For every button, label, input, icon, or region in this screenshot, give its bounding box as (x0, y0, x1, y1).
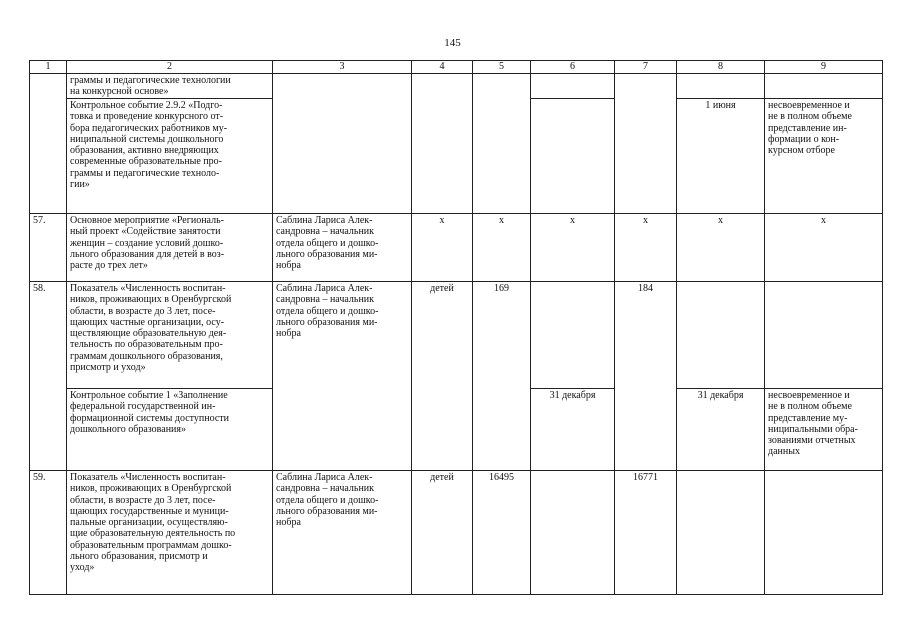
target-value: 16771 (615, 471, 677, 595)
deadline-value: 31 декабря (677, 388, 764, 402)
unit-value: детей (412, 471, 473, 595)
deadline-value: 1 июня (677, 98, 764, 112)
row-title: Контрольное событие 1 «Заполнение федеральной государственной ин- формационной системы доступности дошкольного образования» (67, 388, 272, 436)
column-header: 1 (30, 61, 67, 74)
base-value: 16495 (473, 471, 531, 595)
row-number: 57. (30, 214, 67, 282)
responsible-person: Саблина Лариса Алек- сандровна – начальник отдела общего и дошко- льного образования ми- нобра (273, 471, 412, 595)
column-header: 2 (67, 61, 273, 74)
column-header: 3 (273, 61, 412, 74)
table-row (30, 74, 883, 214)
column-header: 6 (531, 61, 615, 74)
table-row (30, 471, 883, 595)
base-value: 169 (473, 282, 531, 471)
page-number: 145 (444, 37, 461, 49)
base-value: х (473, 214, 531, 282)
risk-value: несвоевременное и не в полном объеме представление ин- формации о кон- курсном отборе (765, 98, 882, 157)
date-value: 31 декабря (531, 388, 614, 402)
row-title: Показатель «Численность воспитан- ников, проживающих в Оренбургской области, в возрасте до 3 лет, посе- щающих государственные и муници- пальные организации, осуществляю- щие образовательную деятельность по образовательным программам дошко- льного образования, присмотр и уход» (67, 471, 273, 595)
unit-value: детей (412, 282, 473, 471)
row-title: граммы и педагогические технологии на конкурсной основе» (70, 75, 231, 98)
row-title: Контрольное событие 2.9.2 «Подго- товка и проведение конкурсного от- бора педагогических работников му- ниципальной системы дошкольного образования, активно внедряющих современные образовательные про- граммы и педагогические техноло- гии» (67, 98, 272, 191)
deadline-value: х (677, 214, 765, 282)
column-header: 7 (615, 61, 677, 74)
header-row (30, 61, 883, 74)
risk-value: несвоевременное и не в полном объеме представление му- ниципальными обра- зованиями отчетных данных (765, 388, 882, 459)
indicators-table (29, 60, 883, 595)
row-title: Основное мероприятие «Региональ- ный проект «Содействие занятости женщин – создание условий дошко- льного образования для детей в воз- расте до трех лет» (67, 214, 273, 282)
target-value: 184 (615, 282, 677, 471)
table-row (30, 214, 883, 282)
row-title: Показатель «Численность воспитан- ников, проживающих в Оренбургской области, в возрасте до 3 лет, посе- щающих частные организации, осу- ществляющие образовательную дея- тельность по образовательным про- граммам дошкольного образования, присмотр и уход» (70, 283, 232, 374)
column-header: 9 (765, 61, 883, 74)
table-row (30, 282, 883, 471)
column-header: 8 (677, 61, 765, 74)
unit-value: х (412, 214, 473, 282)
date-value: х (531, 214, 615, 282)
target-value: х (615, 214, 677, 282)
column-header: 5 (473, 61, 531, 74)
responsible-person: Саблина Лариса Алек- сандровна – начальник отдела общего и дошко- льного образования ми- нобра (273, 282, 412, 471)
responsible-person: Саблина Лариса Алек- сандровна – начальник отдела общего и дошко- льного образования ми- нобра (273, 214, 412, 282)
row-number: 59. (30, 471, 67, 595)
row-number: 58. (30, 282, 67, 471)
risk-value: х (765, 214, 883, 282)
column-header: 4 (412, 61, 473, 74)
